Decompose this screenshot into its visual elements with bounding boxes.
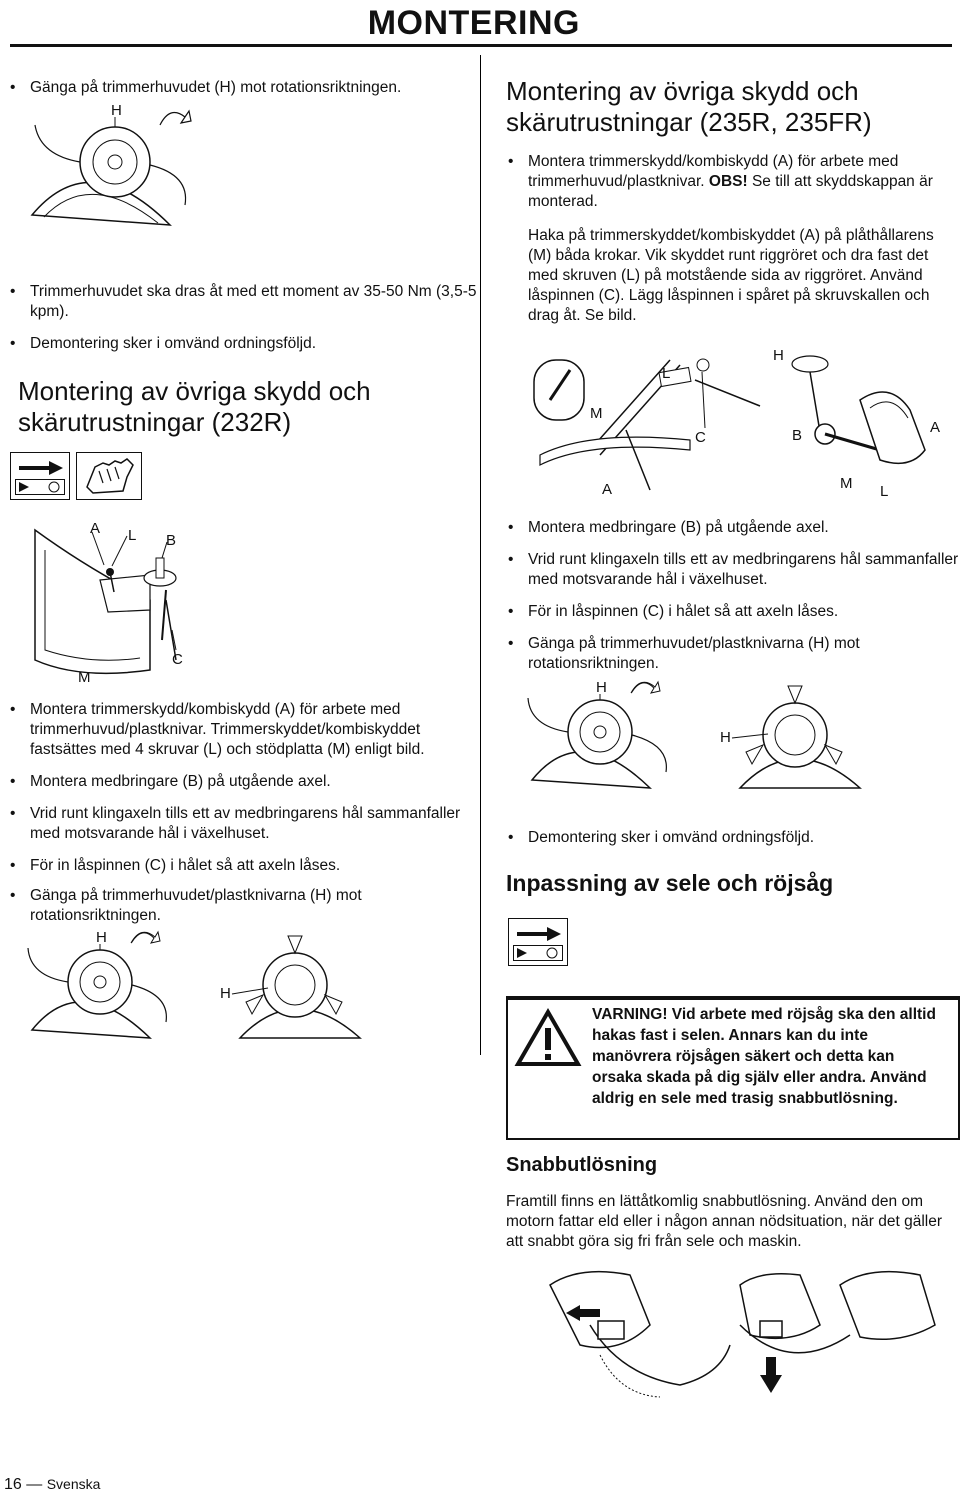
right-paragraph-1: Haka på trimmerskyddet/kombiskyddet (A) på plåthållarens (M) båda krokar. Vik skyddet runt riggröret och dra fast det med skruven (L) på motstående sida av riggröret. Använd låspinnen (C). Lägg låspinnen i spåret på skruvskallen och drag åt. Se bild.	[528, 227, 934, 324]
arrow-right-icon	[517, 927, 561, 941]
right-heading-2: Inpassning av sele och röjsåg	[506, 870, 834, 896]
harness-release-figure	[540, 1265, 950, 1405]
right-bullet-1-text-b: Se till att skyddskappan är monterad.	[528, 173, 933, 210]
left-bullet-3: • Demontering sker i omvänd ordningsföljd.	[10, 334, 480, 354]
stop-icon	[48, 481, 60, 493]
fig4-label-m2: M	[840, 475, 853, 492]
play-arrow-icon	[19, 482, 29, 492]
stop-icon	[546, 947, 558, 959]
trimmer-head-figure-1	[20, 102, 220, 240]
right-bullet-2: • Montera medbringare (B) på utgående axel.	[508, 518, 960, 538]
subheading-snabbutlosning: Snabbutlösning	[506, 1154, 658, 1176]
fig2-label-m: M	[78, 669, 91, 686]
fig4-label-a2: A	[930, 419, 941, 436]
guard-mount-figure	[530, 340, 950, 500]
fig4-label-c: C	[695, 429, 706, 446]
warning-triangle-icon	[516, 1010, 580, 1066]
arrow-panel	[10, 452, 70, 500]
left-bullet-4: • Montera trimmerskydd/kombiskydd (A) för arbete med trimmerhuvud/plastknivar. Trimmerskyddet/kombiskyddet fastsättes med 4 skruvar (L) och stödplatta (M) enligt bild.	[10, 700, 482, 760]
right-bullet-4: • För in låspinnen (C) i hålet så att axeln låses.	[508, 602, 960, 622]
fig2-label-a: A	[90, 520, 101, 537]
obs-label: OBS!	[708, 173, 748, 190]
left-bullet-1: • Gänga på trimmerhuvudet (H) mot rotationsriktningen.	[10, 78, 480, 98]
left-bullet-6: • Vrid runt klingaxeln tills ett av medbringarens hål sammanfaller med motsvarande hål i växelhuset.	[10, 804, 482, 844]
trimmer-head-figure-3	[20, 930, 390, 1045]
arrow-panel-2	[508, 918, 568, 966]
page-title: MONTERING	[367, 4, 580, 42]
right-heading: Montering av övriga skydd och skärutrustningar (235R, 235FR)	[506, 76, 872, 137]
fig3-label-h2: H	[220, 985, 231, 1002]
right-paragraph-2: Framtill finns en lättåtkomlig snabbutlösning. Använd den om motorn fattar eld eller i någon annan nödsituation, när det gäller att snabbt göra sig fri från sele och maskin.	[506, 1193, 943, 1250]
fig2-label-l: L	[128, 527, 137, 544]
fig4-label-h: H	[773, 347, 784, 364]
book-strip	[15, 479, 65, 495]
fig4-label-m: M	[590, 405, 603, 422]
fig5-label-h2: H	[720, 729, 731, 746]
warning-text: VARNING! Vid arbete med röjsåg ska den alltid hakas fast i selen. Annars kan du inte manövrera röjsågen säkert och detta kan orsaka skada på dig själv eller andra. Använd aldrig en sele med trasig snabbutlösning.	[592, 1006, 936, 1107]
header-rule	[10, 44, 952, 47]
tool-icon-box-2	[508, 918, 570, 966]
arrow-right-icon	[19, 461, 63, 475]
right-bullet-6: • Demontering sker i omvänd ordningsföljd.	[508, 828, 960, 848]
footer-dash: —	[26, 1476, 43, 1493]
right-bullet-3: • Vrid runt klingaxeln tills ett av medbringarens hål sammanfaller med motsvarande hål i växelhuset.	[508, 550, 960, 590]
play-arrow-icon	[517, 948, 527, 958]
page-footer	[4, 1476, 100, 1494]
left-bullet-7: • För in låspinnen (C) i hålet så att axeln låses.	[10, 856, 482, 876]
fig2-label-c: C	[172, 651, 183, 668]
fig4-label-b: B	[792, 427, 803, 444]
fig2-label-b: B	[166, 532, 177, 549]
fig1-label-h: H	[111, 102, 122, 119]
fig4-label-l2: L	[880, 483, 889, 500]
left-bullet-5: • Montera medbringare (B) på utgående axel.	[10, 772, 482, 792]
glove-panel	[76, 452, 142, 500]
right-bullet-1-text-a: Montera trimmerskydd/kombiskydd (A) för arbete med trimmerhuvud/plastknivar.	[528, 153, 899, 190]
glove-icon	[83, 457, 135, 495]
fig4-label-l: L	[662, 365, 671, 382]
left-bullet-8: • Gänga på trimmerhuvudet/plastknivarna (H) mot rotationsriktningen.	[10, 886, 482, 926]
trimmer-head-figure-5	[520, 680, 890, 795]
fig5-label-h1: H	[596, 679, 607, 696]
left-heading: Montering av övriga skydd och skärutrustningar (232R)	[18, 376, 371, 437]
right-bullet-1	[508, 152, 960, 212]
left-bullet-2: • Trimmerhuvudet ska dras åt med ett moment av 35-50 Nm (3,5-5 kpm).	[10, 282, 480, 322]
footer-language: Svenska	[46, 1476, 101, 1492]
page-number: 16	[4, 1476, 22, 1493]
book-strip-2	[513, 945, 563, 961]
right-bullet-5: • Gänga på trimmerhuvudet/plastknivarna (H) mot rotationsriktningen.	[508, 634, 960, 674]
guard-assembly-figure	[30, 520, 230, 690]
fig3-label-h1: H	[96, 929, 107, 946]
tool-icon-box	[10, 452, 142, 500]
fig4-label-a1: A	[602, 481, 613, 498]
